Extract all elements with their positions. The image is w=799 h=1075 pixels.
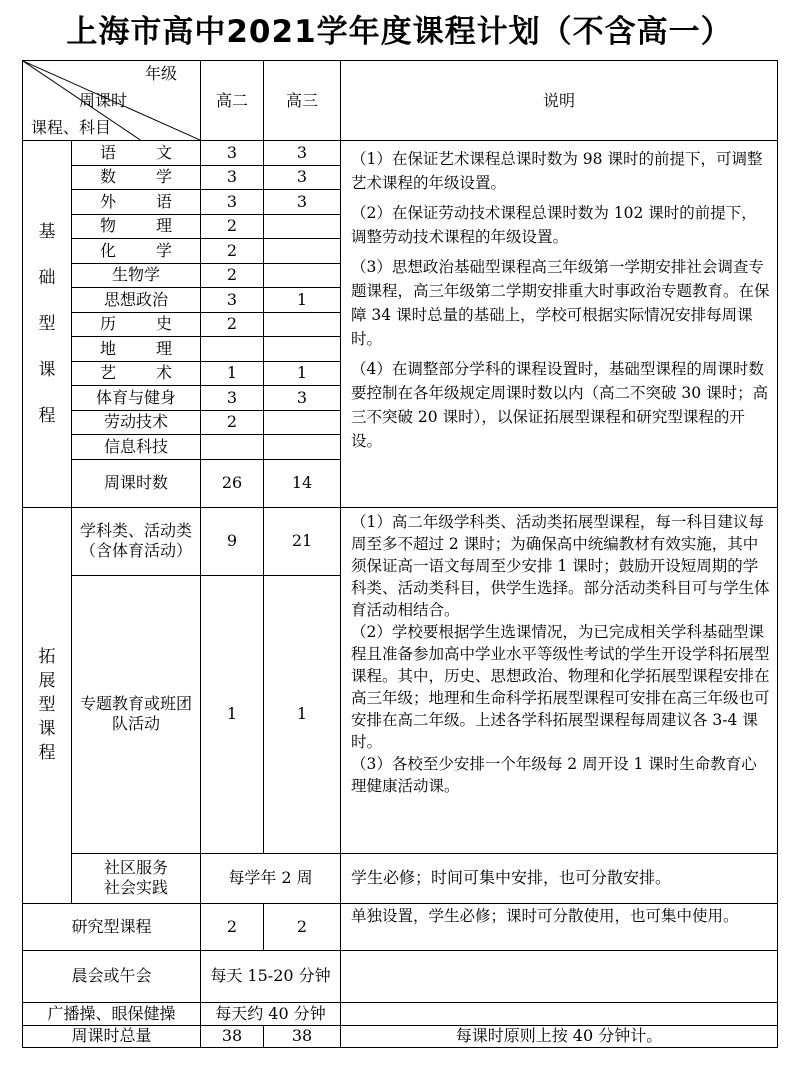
subject-name	[72, 141, 201, 166]
subject-name: 思想政治	[72, 288, 201, 313]
subject-char: 艺	[100, 363, 117, 383]
exercise-note	[341, 1002, 778, 1025]
subject-name	[72, 337, 201, 362]
extended-row3-value: 每学年 2 周	[201, 853, 341, 903]
subject-hours-g3: 3	[264, 386, 341, 411]
subject-char: 术	[155, 363, 172, 383]
subject-hours-g3	[264, 239, 341, 264]
basic-category-char: 程	[38, 405, 56, 426]
subject-name: 生物学	[72, 263, 201, 288]
subject-char: 地	[100, 338, 117, 358]
basic-notes	[341, 141, 778, 508]
extended-row3-note: 学生必修；时间可集中安排，也可分散安排。	[341, 853, 778, 903]
extended-category	[23, 507, 72, 903]
subject-char: 学	[155, 240, 172, 260]
header-g3: 高三	[264, 61, 341, 141]
subject-hours-g3: 3	[264, 190, 341, 215]
extended-category-char: 型	[38, 695, 56, 715]
subject-hours-g2: 2	[201, 312, 264, 337]
weekly-label: 周课时总量	[23, 1025, 201, 1047]
curriculum-table	[22, 60, 778, 1048]
subject-hours-g2: 3	[201, 141, 264, 166]
extended-row1-g3: 21	[264, 507, 341, 575]
basic-category-char: 型	[38, 313, 56, 334]
subject-char: 历	[100, 314, 117, 334]
header-g2: 高二	[201, 61, 264, 141]
subject-char: 物	[100, 216, 117, 236]
subject-name	[72, 361, 201, 386]
subject-char: 学	[155, 167, 172, 187]
subject-char: 理	[155, 216, 172, 236]
subject-name	[72, 165, 201, 190]
research-note: 单独设置，学生必修；课时可分散使用，也可集中使用。	[341, 903, 778, 950]
research-g2: 2	[201, 903, 264, 950]
subject-char: 理	[155, 338, 172, 358]
extended-category-char: 程	[38, 743, 56, 763]
exercise-label: 广播操、眼保健操	[23, 1002, 201, 1025]
subject-name	[72, 239, 201, 264]
research-label: 研究型课程	[23, 903, 201, 950]
basic-total-g3: 14	[264, 459, 341, 507]
subject-hours-g3	[264, 410, 341, 435]
extended-category-char: 课	[38, 719, 56, 739]
subject-hours-g2: 2	[201, 214, 264, 239]
header-hours: 周课时	[79, 91, 128, 110]
subject-name	[72, 190, 201, 215]
extended-row2-g3: 1	[264, 575, 341, 853]
subject-hours-g3	[264, 214, 341, 239]
subject-name: 信息科技	[72, 435, 201, 460]
extended-row2-label: 专题教育或班团队活动	[72, 575, 201, 853]
subject-hours-g2: 3	[201, 165, 264, 190]
extended-row2-g2: 1	[201, 575, 264, 853]
exercise-value: 每天约 40 分钟	[201, 1002, 341, 1025]
subject-hours-g2	[201, 337, 264, 362]
basic-note-item: （2）在保证劳动技术课程总课时数为 102 课时的前提下，调整劳动技术课程的年级设置。	[351, 204, 757, 246]
weekly-note: 每课时原则上按 40 分钟计。	[341, 1025, 778, 1047]
social-practice: 社会实践	[103, 878, 168, 897]
extended-category-char: 展	[38, 671, 56, 691]
extended-row1-g2: 9	[201, 507, 264, 575]
subject-hours-g3: 3	[264, 165, 341, 190]
subject-char: 文	[155, 142, 172, 162]
extended-note-item: （2）学校要根据学生选课情况，为已完成相关学科基础型课程且准备参加高中学业水平等级性考试的学生开设学科拓展型课程。其中，历史、思想政治、物理和化学拓展型课程安排在高三年级；地理和生命科学拓展型课程可安排在高三年级也可安排在高二年级。上述各学科拓展型课程每周建议各 3-4 课时。	[351, 622, 770, 751]
subject-hours-g3	[264, 337, 341, 362]
basic-category-char: 基	[38, 221, 56, 242]
subject-char: 数	[100, 167, 117, 187]
morning-label: 晨会或午会	[23, 950, 201, 1002]
basic-total-g2: 26	[201, 459, 264, 507]
header-diagonal-cell	[23, 61, 201, 141]
subject-char: 语	[155, 191, 172, 211]
header-grade: 年级	[145, 64, 178, 83]
subject-hours-g2	[201, 435, 264, 460]
subject-char: 史	[155, 314, 172, 334]
basic-category-char: 础	[38, 267, 56, 288]
extended-notes	[341, 507, 778, 853]
subject-hours-g3	[264, 263, 341, 288]
basic-note-item: （3）思想政治基础型课程高三年级第一学期安排社会调查专题课程，高三年级第二学期安排重大时事政治专题教育。在保障 34 课时总量的基础上，学校可根据实际情况安排每周课时。	[351, 258, 770, 348]
subject-hours-g2: 3	[201, 288, 264, 313]
subject-hours-g2: 3	[201, 190, 264, 215]
subject-hours-g2: 2	[201, 263, 264, 288]
extended-row3-label	[72, 853, 201, 903]
extended-category-char: 拓	[38, 647, 56, 667]
page-title: 上海市高中2021学年度课程计划（不含高一）	[66, 14, 733, 50]
basic-total-label: 周课时数	[72, 459, 201, 507]
subject-name: 体育与健身	[72, 386, 201, 411]
extended-note-item: （3）各校至少安排一个年级每 2 周开设 1 课时生命教育心理健康活动课。	[351, 754, 757, 795]
header-subject: 课程、科目	[31, 118, 112, 137]
morning-value: 每天 15-20 分钟	[201, 950, 341, 1002]
basic-category	[23, 141, 72, 508]
research-g3: 2	[264, 903, 341, 950]
subject-hours-g2: 3	[201, 386, 264, 411]
subject-hours-g2: 1	[201, 361, 264, 386]
header-note: 说明	[341, 61, 778, 141]
subject-hours-g2: 2	[201, 410, 264, 435]
basic-category-char: 课	[38, 359, 56, 380]
extended-note-item: （1）高二年级学科类、活动类拓展型课程，每一科目建议每周至多不超过 2 课时；为确保高中统编教材有效实施，其中须保证高一语文每周至少安排 1 课时；鼓励开设短周期的学科类、活动类科目，供学生选择。部分活动类科目可与学生体育活动相结合。	[351, 512, 770, 619]
subject-hours-g2: 2	[201, 239, 264, 264]
subject-name: 劳动技术	[72, 410, 201, 435]
subject-hours-g3: 1	[264, 288, 341, 313]
community-service: 社区服务	[103, 858, 168, 877]
subject-char: 化	[100, 240, 117, 260]
weekly-g3: 38	[264, 1025, 341, 1047]
extended-row1-label: 学科类、活动类（含体育活动）	[72, 507, 201, 575]
subject-hours-g3: 3	[264, 141, 341, 166]
basic-note-item: （4）在调整部分学科的课程设置时，基础型课程的周课时数要控制在各年级规定周课时数以内（高二不突破 30 课时；高三不突破 20 课时），以保证拓展型课程和研究型课程的开设。	[351, 360, 769, 450]
subject-hours-g3	[264, 312, 341, 337]
subject-name	[72, 312, 201, 337]
basic-note-item: （1）在保证艺术课程总课时数为 98 课时的前提下，可调整艺术课程的年级设置。	[351, 150, 763, 192]
subject-char: 语	[100, 142, 117, 162]
subject-char: 外	[100, 191, 117, 211]
subject-hours-g3	[264, 435, 341, 460]
subject-name	[72, 214, 201, 239]
morning-note	[341, 950, 778, 1002]
subject-hours-g3: 1	[264, 361, 341, 386]
weekly-g2: 38	[201, 1025, 264, 1047]
